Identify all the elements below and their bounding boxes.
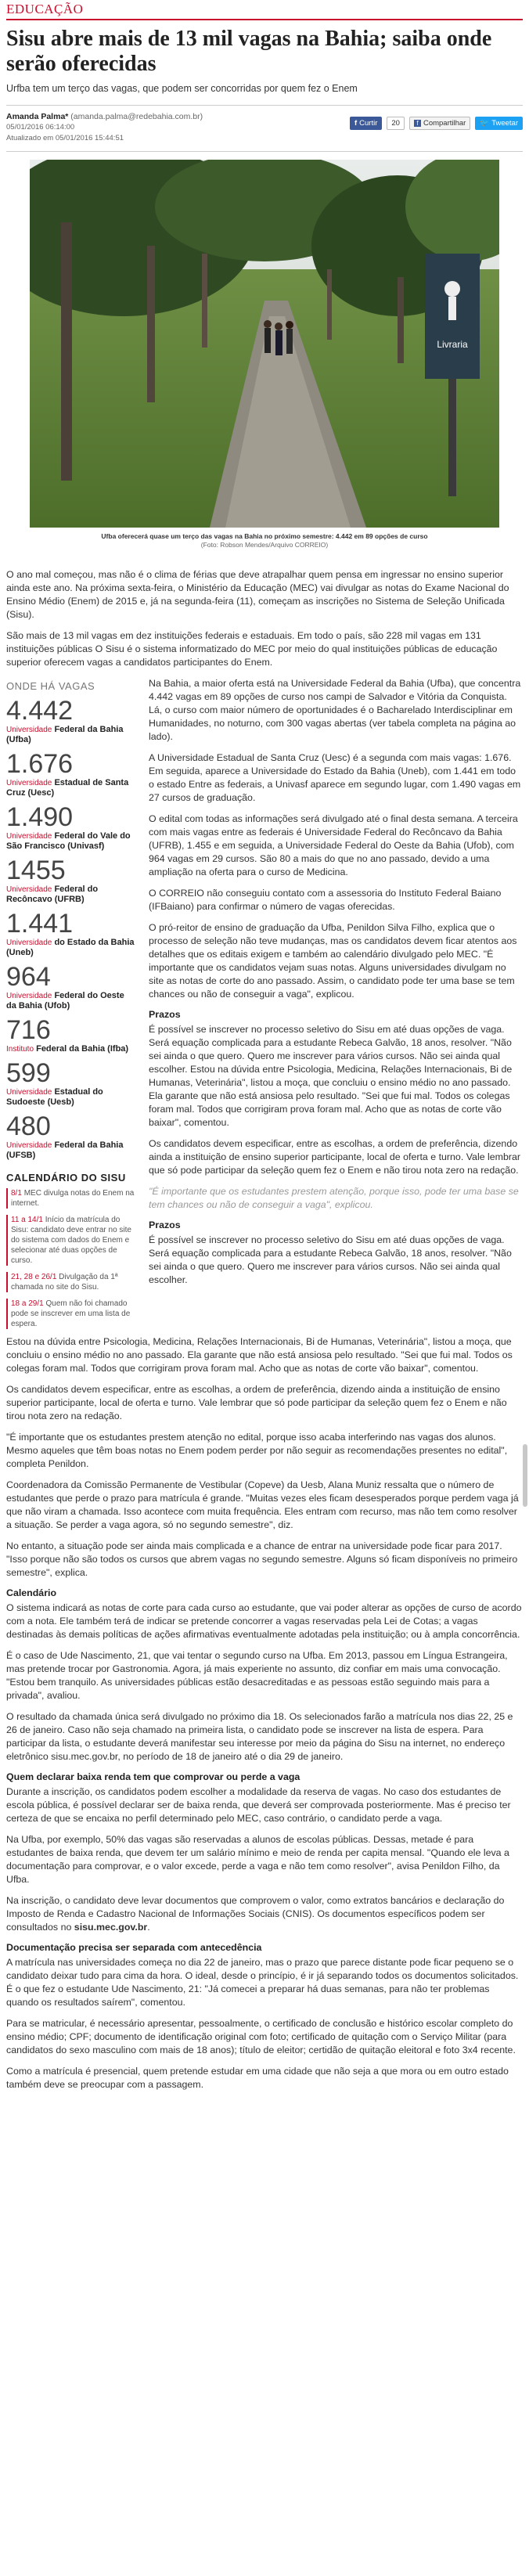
- vacancy-stat: [6, 1112, 136, 1161]
- calendar-text: Divulgação da 1ª chamada no site do Sisu.: [11, 1273, 118, 1292]
- body-paragraph: Na Ufba, por exemplo, 50% das vagas são reservadas a alunos de escolas públicas. Dessas, metade é para estudantes de baixa renda, que devem ter um salário mínimo e meio de renda per capita mensal. "Quando ele leva a documentação para comprovar, e o valor excede, perde a vaga e não tem como resolver", avisa Penildon Filho, da Ufba.: [6, 1834, 509, 1885]
- institution-type: Universidade: [6, 1088, 52, 1097]
- vacancy-count: 599: [6, 1058, 51, 1088]
- subhead-prazos-2: Prazos: [149, 1220, 181, 1230]
- calendar-date: 18 a 29/1: [11, 1299, 44, 1308]
- social-bar: [350, 117, 523, 130]
- facebook-share-icon: f: [414, 120, 421, 127]
- body-paragraph: É possível se inscrever no processo seletivo do Sisu em até duas opções de vaga. Será equação complicada para a estudante Rebeca Galvão, 18 anos, resolver. "Não sei ainda o que quero. Quero me inscrever para vários cursos. Não sei ainda qual escolher.: [149, 1234, 512, 1285]
- institution-type: Universidade: [6, 992, 52, 1000]
- photo-caption: [6, 532, 523, 549]
- body-paragraph: Os candidatos devem especificar, entre as escolhas, a ordem de preferência, dizendo ainda a instituição de ensino superior participante, local de oferta e turno. Vale lembrar que só pode participar da seleção quem fez o Enem e não tirou nota zero na redação.: [6, 1384, 507, 1421]
- body-paragraph: Os candidatos devem especificar, entre as escolhas, a ordem de preferência, dizendo ainda a instituição de ensino superior participante, local de oferta e turno. Vale lembrar que só pode participar da seleção quem fez o Enem e não tirou nota zero na redação.: [149, 1138, 521, 1176]
- twitter-icon: 🐦: [480, 119, 490, 128]
- body-paragraph: O edital com todas as informações será divulgado até o final desta semana. A terceira com mais vagas entre as federais é Universidade Federal do Recôncavo da Bahia (UFRB), 1.455 e em seguida, a Universidade Federal do Oeste da Bahia (Ufob), com 964 vagas em 29 cursos. São 80 a mais do que no ano passado, devido a uma ampliação na oferta para o curso de Medicina.: [149, 813, 518, 877]
- institution-label: [6, 991, 136, 1011]
- calendar-item: [6, 1188, 136, 1209]
- faded-quote: "É importante que os estudantes prestem atenção, porque isso, pode ter uma base se tem chances ou não de conseguir a vaga", explicou.: [149, 1186, 519, 1210]
- subhead-documentacao: Documentação precisa ser separada com antecedência: [6, 1942, 262, 1953]
- body-paragraph: "É importante que os estudantes prestem atenção no edital, porque isso acaba interferindo nas vagas dos alunos. Mesmo aqueles que têm boas notas no Enem podem perder por não seguir as recomendações presentes no edital", completa Penildon.: [6, 1432, 508, 1469]
- body-paragraph: Na Bahia, a maior oferta está na Universidade Federal da Bahia (Ufba), que concentra 4.442 vagas em 89 opções de curso nos campi de Salvador e Vitória da Conquista. Lá, o curso com maior número de oportunidades é o Bacharelado Interdisciplinar em Humanidades, no noturno, com 300 vagas abertas (ver tabela completa na página ao lado).: [149, 678, 521, 742]
- vacancy-count: 1455: [6, 856, 66, 885]
- calendar-item: [6, 1272, 136, 1292]
- body-paragraph: Para se matricular, é necessário apresentar, pessoalmente, o certificado de conclusão e histórico escolar completo do ensino médio; CPF; documento de identificação original com foto; certificado de quitação com o Serviço Militar (para candidatos do sexo masculino com mais de 18 anos); título de eleitor; certidão de quitação eleitoral e foto 3x4 recente.: [6, 2018, 516, 2055]
- institution-name: Federal da Bahia (Ufba): [6, 725, 124, 744]
- body-paragraph: O CORREIO não conseguiu contato com a assessoria do Instituto Federal Baiano (IFBaiano) para confirmar o número de vagas oferecidas.: [149, 888, 502, 912]
- institution-type: Universidade: [6, 726, 52, 734]
- vacancy-count: 4.442: [6, 696, 74, 726]
- institution-label: [6, 725, 136, 745]
- section-rule: [6, 19, 523, 20]
- subhead-baixa-renda: Quem declarar baixa renda tem que comprovar ou perde a vaga: [6, 1771, 300, 1782]
- body-paragraph: O resultado da chamada única será divulgado no próximo dia 18. Os selecionados farão a matrícula nos dias 22, 25 e 26 de janeiro. Caso não seja chamado na primeira lista, o candidato pode se inscrever na lista de espera. Para participar da lista, o estudante deverá manifestar seu interesse por meio da página do Sisu na internet, no endereço eletrônico sisu.mec.gov.br, no período de 18 de janeiro até o dia 29 de janeiro.: [6, 1711, 513, 1762]
- caption-text: Ufba oferecerá quase um terço das vagas na Bahia no próximo semestre: 4.442 em 89 opções de curso: [101, 532, 428, 540]
- byline: [6, 109, 523, 148]
- institution-type: Universidade: [6, 939, 52, 947]
- share-label: Compartilhar: [423, 119, 466, 128]
- paragraph-text: Na inscrição, o candidato deve levar documentos que comprovem o valor, como extratos bancários e declaração do Imposto de Renda e Cadastro Nacional de Informações Sociais (CNIS). Os documentos específicos podem ser consultados no: [6, 1895, 505, 1933]
- institution-name: Estadual de Santa Cruz (Uesc): [6, 778, 129, 798]
- calendar-text: Quem não foi chamado pode se inscrever em uma lista de espera.: [11, 1299, 131, 1328]
- institution-name: do Estado da Bahia (Uneb): [6, 938, 135, 957]
- stats-list: [6, 697, 136, 1161]
- campus-walkway-image: [30, 160, 499, 528]
- calendar-list: [6, 1188, 136, 1329]
- body-paragraph: Durante a inscrição, os candidatos podem escolher a modalidade da reserva de vagas. No caso dos estudantes de escola pública, é possível declarar ser de baixa renda, que deverá ser comprovada posteriormente. Mas é preciso ter certeza de que se encaixa no perfil determinado pelo MEC, caso contrário, o candidato perde a vaga.: [6, 1786, 511, 1824]
- article-subtitle: Urfba tem um terço das vagas, que podem ser concorridas por quem fez o Enem: [6, 83, 358, 94]
- calendar-title: CALENDÁRIO DO SISU: [6, 1172, 126, 1184]
- author-name: Amanda Palma*: [6, 112, 69, 121]
- like-label: Curtir: [359, 119, 378, 128]
- vacancy-stat: [6, 1016, 136, 1054]
- institution-type: Universidade: [6, 885, 52, 894]
- calendar-date: 11 a 14/1: [11, 1216, 43, 1224]
- vacancy-stat: [6, 910, 136, 958]
- published-date: 05/01/2016 06:14:00: [6, 123, 75, 132]
- updated-date: Atualizado em 05/01/2016 15:44:51: [6, 134, 124, 142]
- calendar-box: [6, 1172, 136, 1329]
- subhead-calendario: Calendário: [6, 1587, 57, 1598]
- institution-name: Federal do Vale do São Francisco (Univasf): [6, 831, 131, 851]
- sidebar: [6, 677, 136, 1335]
- main-column: [149, 677, 523, 1335]
- institution-type: Universidade: [6, 1141, 52, 1150]
- body-paragraph: Estou na dúvida entre Psicologia, Medicina, Relações Internacionais, Bi de Humanas, Veterinária", listou a moça, que concluiu o ensino médio no ano passado. Ela garante que não está ansiosa pelo resultado. "Sei que fui mal. Todos os colegas foram mal. Todos que corrigiram prova foram mal. Acho que as notas de corte vão baixar", comentou.: [6, 1336, 513, 1374]
- share-button[interactable]: [409, 117, 470, 130]
- calendar-text: Início da matrícula do Sisu: candidato deve entrar no site do sistema com dados do Enem e selecionar até duas opções de curso.: [11, 1216, 131, 1265]
- body-paragraph: Coordenadora da Comissão Permanente de Vestibular (Copeve) da Uesb, Alana Muniz ressalta que o número de estudantes que perde o prazo para matrícula é grande. "Muitas vezes eles ficam desesperados porque perdem vaga já que não viram a chamada. Isso acontece com muita frequência. Eles entram com recurso, mas não tem como resolver a situação. Se perder a vaga agora, só no segundo semestre", diz.: [6, 1479, 519, 1530]
- calendar-item: [6, 1299, 136, 1329]
- article-title: Sisu abre mais de 13 mil vagas na Bahia; saiba onde serão oferecidas: [6, 27, 492, 76]
- vacancy-stat: [6, 1059, 136, 1108]
- like-count: 20: [387, 117, 405, 130]
- body-paragraph: Como a matrícula é presencial, quem pretende estudar em uma cidade que não seja a que mora ou em outro estado também deve se preocupar com a passagem.: [6, 2066, 509, 2090]
- calendar-date: 21, 28 e 26/1: [11, 1273, 57, 1281]
- vacancy-count: 1.490: [6, 802, 74, 832]
- facebook-like-button[interactable]: [350, 117, 382, 130]
- body-paragraph: É possível se inscrever no processo seletivo do Sisu em até duas opções de vaga. Será equação complicada para a estudante Rebeca Galvão, 18 anos, resolver. "Não sei ainda o que quero. Quero me inscrever para vários cursos. Não sei ainda qual escolher. Estou na dúvida entre Psicologia, Medicina, Relações Internacionais, Bi de Humanas, Veterinária", listou a moça, que concluiu o ensino médio no ano passado. Ela garante que não está ansiosa pelo resultado. "Sei que fui mal. Todos os colegas foram mal. Todos que corrigiram prova foram mal. Acho que as notas de corte vão baixar", comentou.: [149, 1024, 513, 1128]
- institution-name: Estadual do Sudoeste (Uesb): [6, 1087, 103, 1107]
- author-email[interactable]: (amanda.palma@redebahia.com.br): [70, 112, 203, 121]
- tweet-button[interactable]: [475, 117, 523, 130]
- vacancy-stat: [6, 856, 136, 905]
- vacancy-stat: [6, 963, 136, 1011]
- institution-label: [6, 1044, 136, 1054]
- institution-name: Federal da Bahia (UFSB): [6, 1140, 124, 1160]
- vacancy-count: 716: [6, 1015, 51, 1045]
- body-paragraph: O pró-reitor de ensino de graduação da Ufba, Penildon Silva Filho, explica que o processo de seleção não teve mudanças, mas os candidatos devem ficar atentos aos detalhes que os editais exigem e também ao calendário divulgado pelo MEC. "É importante que os candidatos vejam suas notas. Alguns universidades divulgam no site as notas de corte do ano passado. Assim, o candidato pode ter uma base se tem chances ou não de conseguir a vaga", explicou.: [149, 922, 517, 1000]
- calendar-date: 8/1: [11, 1189, 22, 1198]
- body-paragraph: É o caso de Ude Nascimento, 21, que vai tentar o segundo curso na Ufba. Em 2013, passou em Língua Estrangeira, mas pretende trocar por Gastronomia. Agora, já mais experiente no assunto, diz confiar em mais uma convocação. "Estou bem tranquilo. As universidades públicas estão desacreditadas e as pessoas estão seguindo mais para a privada", avaliou.: [6, 1650, 508, 1701]
- vacancy-count: 964: [6, 962, 51, 992]
- sisu-link[interactable]: sisu.mec.gov.br: [74, 1922, 148, 1933]
- body-paragraph: No entanto, a situação pode ser ainda mais complicada e a chance de entrar na universidade pode ficar para 2017. "Isso porque não são todos os cursos que abrem vagas no segundo semestre. Alguns só ficam disponíveis no primeiro semestre", explica.: [6, 1540, 518, 1578]
- section-label[interactable]: EDUCAÇÃO: [6, 2, 84, 16]
- paragraph-end: .: [147, 1922, 150, 1933]
- tweet-label: Tweetar: [491, 119, 518, 128]
- institution-name: Federal do Oeste da Bahia (Ufob): [6, 991, 124, 1011]
- vacancy-stat: [6, 803, 136, 852]
- institution-type: Universidade: [6, 779, 52, 787]
- institution-label: [6, 884, 136, 905]
- body-paragraph: O sistema indicará as notas de corte para cada curso ao estudante, que vai poder alterar as opções de curso de acordo com a nota. Ele também terá de indicar se pretende concorrer a vagas reservadas pela Lei de Cotas; a vagas destinadas às demais políticas de ações afirmativas eventualmente adotadas pela instituição; ou à ampla concorrência.: [6, 1602, 522, 1640]
- campus-photo: [30, 160, 499, 528]
- institution-label: [6, 1087, 136, 1108]
- intro-paragraph: O ano mal começou, mas não é o clima de férias que deve atrapalhar quem pensa em ingressar no ensino superior ainda este ano. Na próxima sexta-feira, o Ministério da Educação (MEC) vai divulgar as notas do Exame Nacional do Ensino Médio (Enem) de 2015 e, já na segunda-feira (11), começam as inscrições no Sistema de Seleção Unificada (Sisu).: [6, 569, 509, 620]
- sidebar-title: ONDE HÁ VAGAS: [6, 680, 95, 692]
- institution-name: Federal do Recôncavo (UFRB): [6, 884, 99, 904]
- scrollbar-thumb[interactable]: [523, 1444, 527, 1507]
- calendar-item: [6, 1215, 136, 1266]
- vacancy-count: 1.676: [6, 749, 74, 779]
- vacancy-stat: [6, 697, 136, 745]
- institution-label: [6, 778, 136, 798]
- facebook-icon: f: [354, 119, 358, 128]
- body-paragraph: A Universidade Estadual de Santa Cruz (Uesc) é a segunda com mais vagas: 1.676. Em seguida, aparece a Universidade do Estado da Bahia (Uneb), com 1.441 em todo o estado Entre as federais, a Univasf aparece em segundo lugar, com 1.490 vagas em 27 cursos de graduação.: [149, 752, 521, 803]
- photo-credit: (Foto: Robson Mendes/Arquivo CORREIO): [200, 541, 329, 549]
- subhead-prazos: Prazos: [149, 1009, 181, 1020]
- vacancy-stat: [6, 750, 136, 798]
- institution-label: [6, 831, 136, 852]
- institution-label: [6, 938, 136, 958]
- institution-type: Instituto: [6, 1045, 34, 1054]
- sign-text: Livraria: [437, 339, 468, 350]
- vacancy-count: 1.441: [6, 909, 74, 939]
- vacancy-count: 480: [6, 1111, 51, 1141]
- calendar-text: MEC divulga notas do Enem na internet.: [11, 1189, 135, 1208]
- body-paragraph: A matrícula nas universidades começa no dia 22 de janeiro, mas o prazo que parece distante pode ficar pequeno se o candidato deixar tudo para cima da hora. O ideal, desde o princípio, é ir já separando todos os documentos solicitados. É o que fez o estudante Ude Nascimento, 21: "Já comecei a preparar há duas semanas, para não ter problemas quando os resultados saírem", comentou.: [6, 1957, 519, 2008]
- body-paragraph: [6, 1894, 523, 1934]
- institution-name: Federal da Bahia (Ifba): [36, 1044, 129, 1054]
- content-columns: [6, 677, 523, 1335]
- institution-label: [6, 1140, 136, 1161]
- intro-paragraph: São mais de 13 mil vagas em dez instituições federais e estaduais. Em todo o país, são 228 mil vagas em 131 instituições públicas O Sisu é o sistema informatizado do MEC por meio do qual instituições públicas de educação superior oferecem vagas a candidatos participantes do Enem.: [6, 630, 498, 668]
- author: [6, 112, 203, 121]
- divider: [6, 151, 523, 152]
- divider: [6, 105, 523, 106]
- institution-type: Universidade: [6, 832, 52, 841]
